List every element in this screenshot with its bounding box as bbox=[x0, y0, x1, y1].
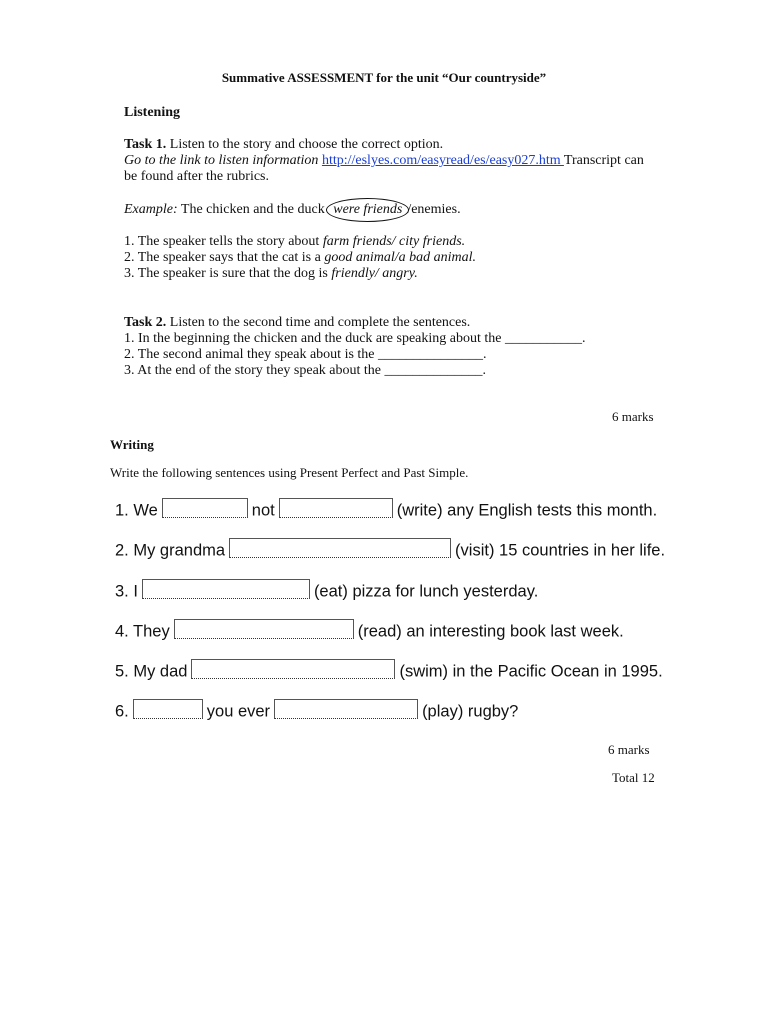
task1-item-options: good animal/a bad animal. bbox=[324, 250, 477, 265]
answer-box[interactable] bbox=[142, 579, 310, 599]
answer-box[interactable] bbox=[191, 659, 395, 679]
sentence-text: 4. They bbox=[115, 622, 170, 641]
sentence-text: (eat) pizza for lunch yesterday. bbox=[313, 582, 539, 601]
answer-box[interactable] bbox=[133, 699, 203, 719]
task1-item-text: 2. The speaker says that the cat is a bbox=[124, 250, 325, 265]
task2-item: 2. The second animal they speak about is the _______________. bbox=[124, 347, 487, 362]
sentence-text: 1. We bbox=[115, 501, 158, 520]
example-pre: The chicken and the duck bbox=[177, 202, 329, 217]
sentence-row-4 bbox=[115, 622, 624, 642]
listening-link[interactable]: http://eslyes.com/easyread/es/easy027.htm bbox=[321, 153, 564, 168]
example-post: /enemies. bbox=[407, 202, 461, 217]
example-circled-answer: were friends bbox=[326, 198, 409, 222]
task2-item: 1. In the beginning the chicken and the duck are speaking about the ___________. bbox=[124, 331, 586, 346]
task1-item-options: friendly/ angry. bbox=[331, 266, 418, 281]
listening-heading: Listening bbox=[124, 105, 181, 120]
task1-item bbox=[124, 250, 476, 266]
task1-item bbox=[124, 266, 418, 282]
sentence-text: (visit) 15 countries in her life. bbox=[455, 541, 666, 560]
sentence-text: you ever bbox=[206, 702, 271, 721]
answer-box[interactable] bbox=[279, 498, 393, 518]
example-label: Example: bbox=[124, 202, 178, 217]
writing-heading: Writing bbox=[110, 437, 154, 452]
answer-box[interactable] bbox=[229, 538, 451, 558]
sentence-text: 5. My dad bbox=[115, 662, 188, 681]
sentence-text: 2. My grandma bbox=[115, 541, 226, 560]
answer-box[interactable] bbox=[174, 619, 354, 639]
task1-item-options: farm friends/ city friends. bbox=[322, 234, 466, 249]
task1-line bbox=[124, 137, 443, 153]
sentence-text: (read) an interesting book last week. bbox=[357, 622, 624, 641]
sentence-row-5 bbox=[115, 662, 663, 682]
task1-goto-line bbox=[124, 153, 644, 169]
page-title: Summative ASSESSMENT for the unit “Our countryside” bbox=[221, 70, 547, 85]
example-line bbox=[124, 202, 461, 218]
task2-label: Task 2. bbox=[124, 315, 167, 330]
sentence-row-3 bbox=[115, 582, 538, 602]
task2-item: 3. At the end of the story they speak about the ______________. bbox=[124, 363, 486, 378]
sentence-text: (play) rugby? bbox=[422, 702, 519, 721]
task1-line3: be found after the rubrics. bbox=[124, 169, 269, 184]
task2-line bbox=[124, 315, 470, 331]
goto-text: Go to the link to listen information bbox=[124, 153, 319, 168]
writing-instruction: Write the following sentences using Present Perfect and Past Simple. bbox=[110, 465, 469, 480]
sentence-text: not bbox=[251, 501, 275, 520]
answer-box[interactable] bbox=[162, 498, 248, 518]
sentence-row-6 bbox=[115, 702, 518, 722]
sentence-text: (write) any English tests this month. bbox=[396, 501, 658, 520]
task1-item-text: 1. The speaker tells the story about bbox=[124, 234, 323, 249]
writing-marks: 6 marks bbox=[608, 742, 650, 757]
sentence-text: (swim) in the Pacific Ocean in 1995. bbox=[399, 662, 663, 681]
task1-item-text: 3. The speaker is sure that the dog is bbox=[124, 266, 332, 281]
answer-box[interactable] bbox=[274, 699, 418, 719]
after-link-text: Transcript can bbox=[563, 153, 644, 168]
task1-label: Task 1. bbox=[124, 137, 167, 152]
task1-item bbox=[124, 234, 465, 250]
total-marks: Total 12 bbox=[612, 770, 655, 785]
task2-text: Listen to the second time and complete the sentences. bbox=[166, 315, 471, 330]
sentence-text: 3. I bbox=[115, 582, 138, 601]
sentence-text: 6. bbox=[115, 702, 129, 721]
sentence-row-1 bbox=[115, 501, 657, 521]
sentence-row-2 bbox=[115, 541, 665, 561]
listening-marks: 6 marks bbox=[612, 409, 654, 424]
task1-text: Listen to the story and choose the correct option. bbox=[166, 137, 444, 152]
